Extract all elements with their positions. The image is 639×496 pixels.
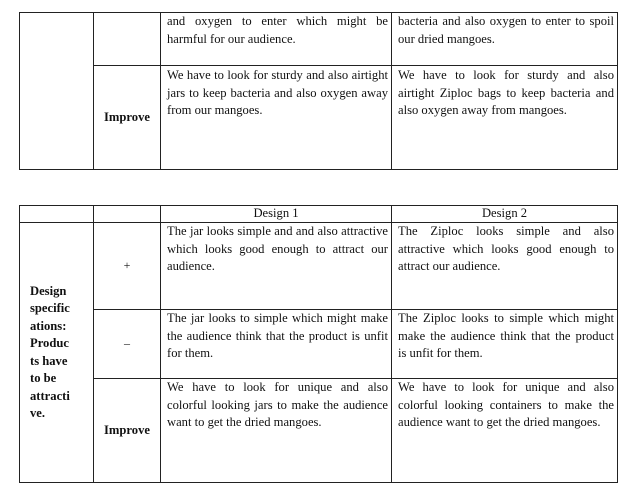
design2-cell: We have to look for unique and also colorful looking containers to make the audience want to get the dried mangoes. xyxy=(392,379,618,483)
header-design1: Design 1 xyxy=(161,206,392,223)
spec-label: Design specific ations: Produc ts have to be attracti ve. xyxy=(20,223,94,483)
improve-label: Improve xyxy=(94,379,161,483)
table-row xyxy=(20,379,618,483)
header-row xyxy=(20,206,618,223)
design2-cell: The Ziploc looks to simple which might make the audience think that the product is unfit for them. xyxy=(392,310,618,379)
design1-cell: We have to look for unique and also colorful looking jars to make the audience want to get the dried mangoes. xyxy=(161,379,392,483)
table-row xyxy=(20,13,618,66)
header-empty-cell xyxy=(20,206,94,223)
evaluation-table-continued xyxy=(19,12,618,170)
plus-symbol: + xyxy=(94,223,161,310)
design1-cell: and oxygen to enter which might be harmful for our audience. xyxy=(161,13,392,66)
design2-cell: We have to look for sturdy and also airtight Ziploc bags to keep bacteria and also oxygen away from mangoes. xyxy=(392,66,618,170)
design2-cell: bacteria and also oxygen to enter to spoil our dried mangoes. xyxy=(392,13,618,66)
table-row xyxy=(20,223,618,310)
table-row xyxy=(20,66,618,170)
minus-symbol: – xyxy=(94,310,161,379)
improve-label: Improve xyxy=(94,66,161,170)
spec-cell-empty xyxy=(20,13,94,170)
design2-cell: The Ziploc looks simple and also attractive which looks good enough to attract our audience. xyxy=(392,223,618,310)
table-row xyxy=(20,310,618,379)
design-specification-table xyxy=(19,205,618,483)
header-empty-cell xyxy=(94,206,161,223)
design1-cell: We have to look for sturdy and also airtight jars to keep bacteria and also oxygen away from our mangoes. xyxy=(161,66,392,170)
header-design2: Design 2 xyxy=(392,206,618,223)
design1-cell: The jar looks to simple which might make the audience think that the product is unfit for them. xyxy=(161,310,392,379)
design1-cell: The jar looks simple and and also attractive which looks good enough to attract our audience. xyxy=(161,223,392,310)
symbol-cell-empty xyxy=(94,13,161,66)
